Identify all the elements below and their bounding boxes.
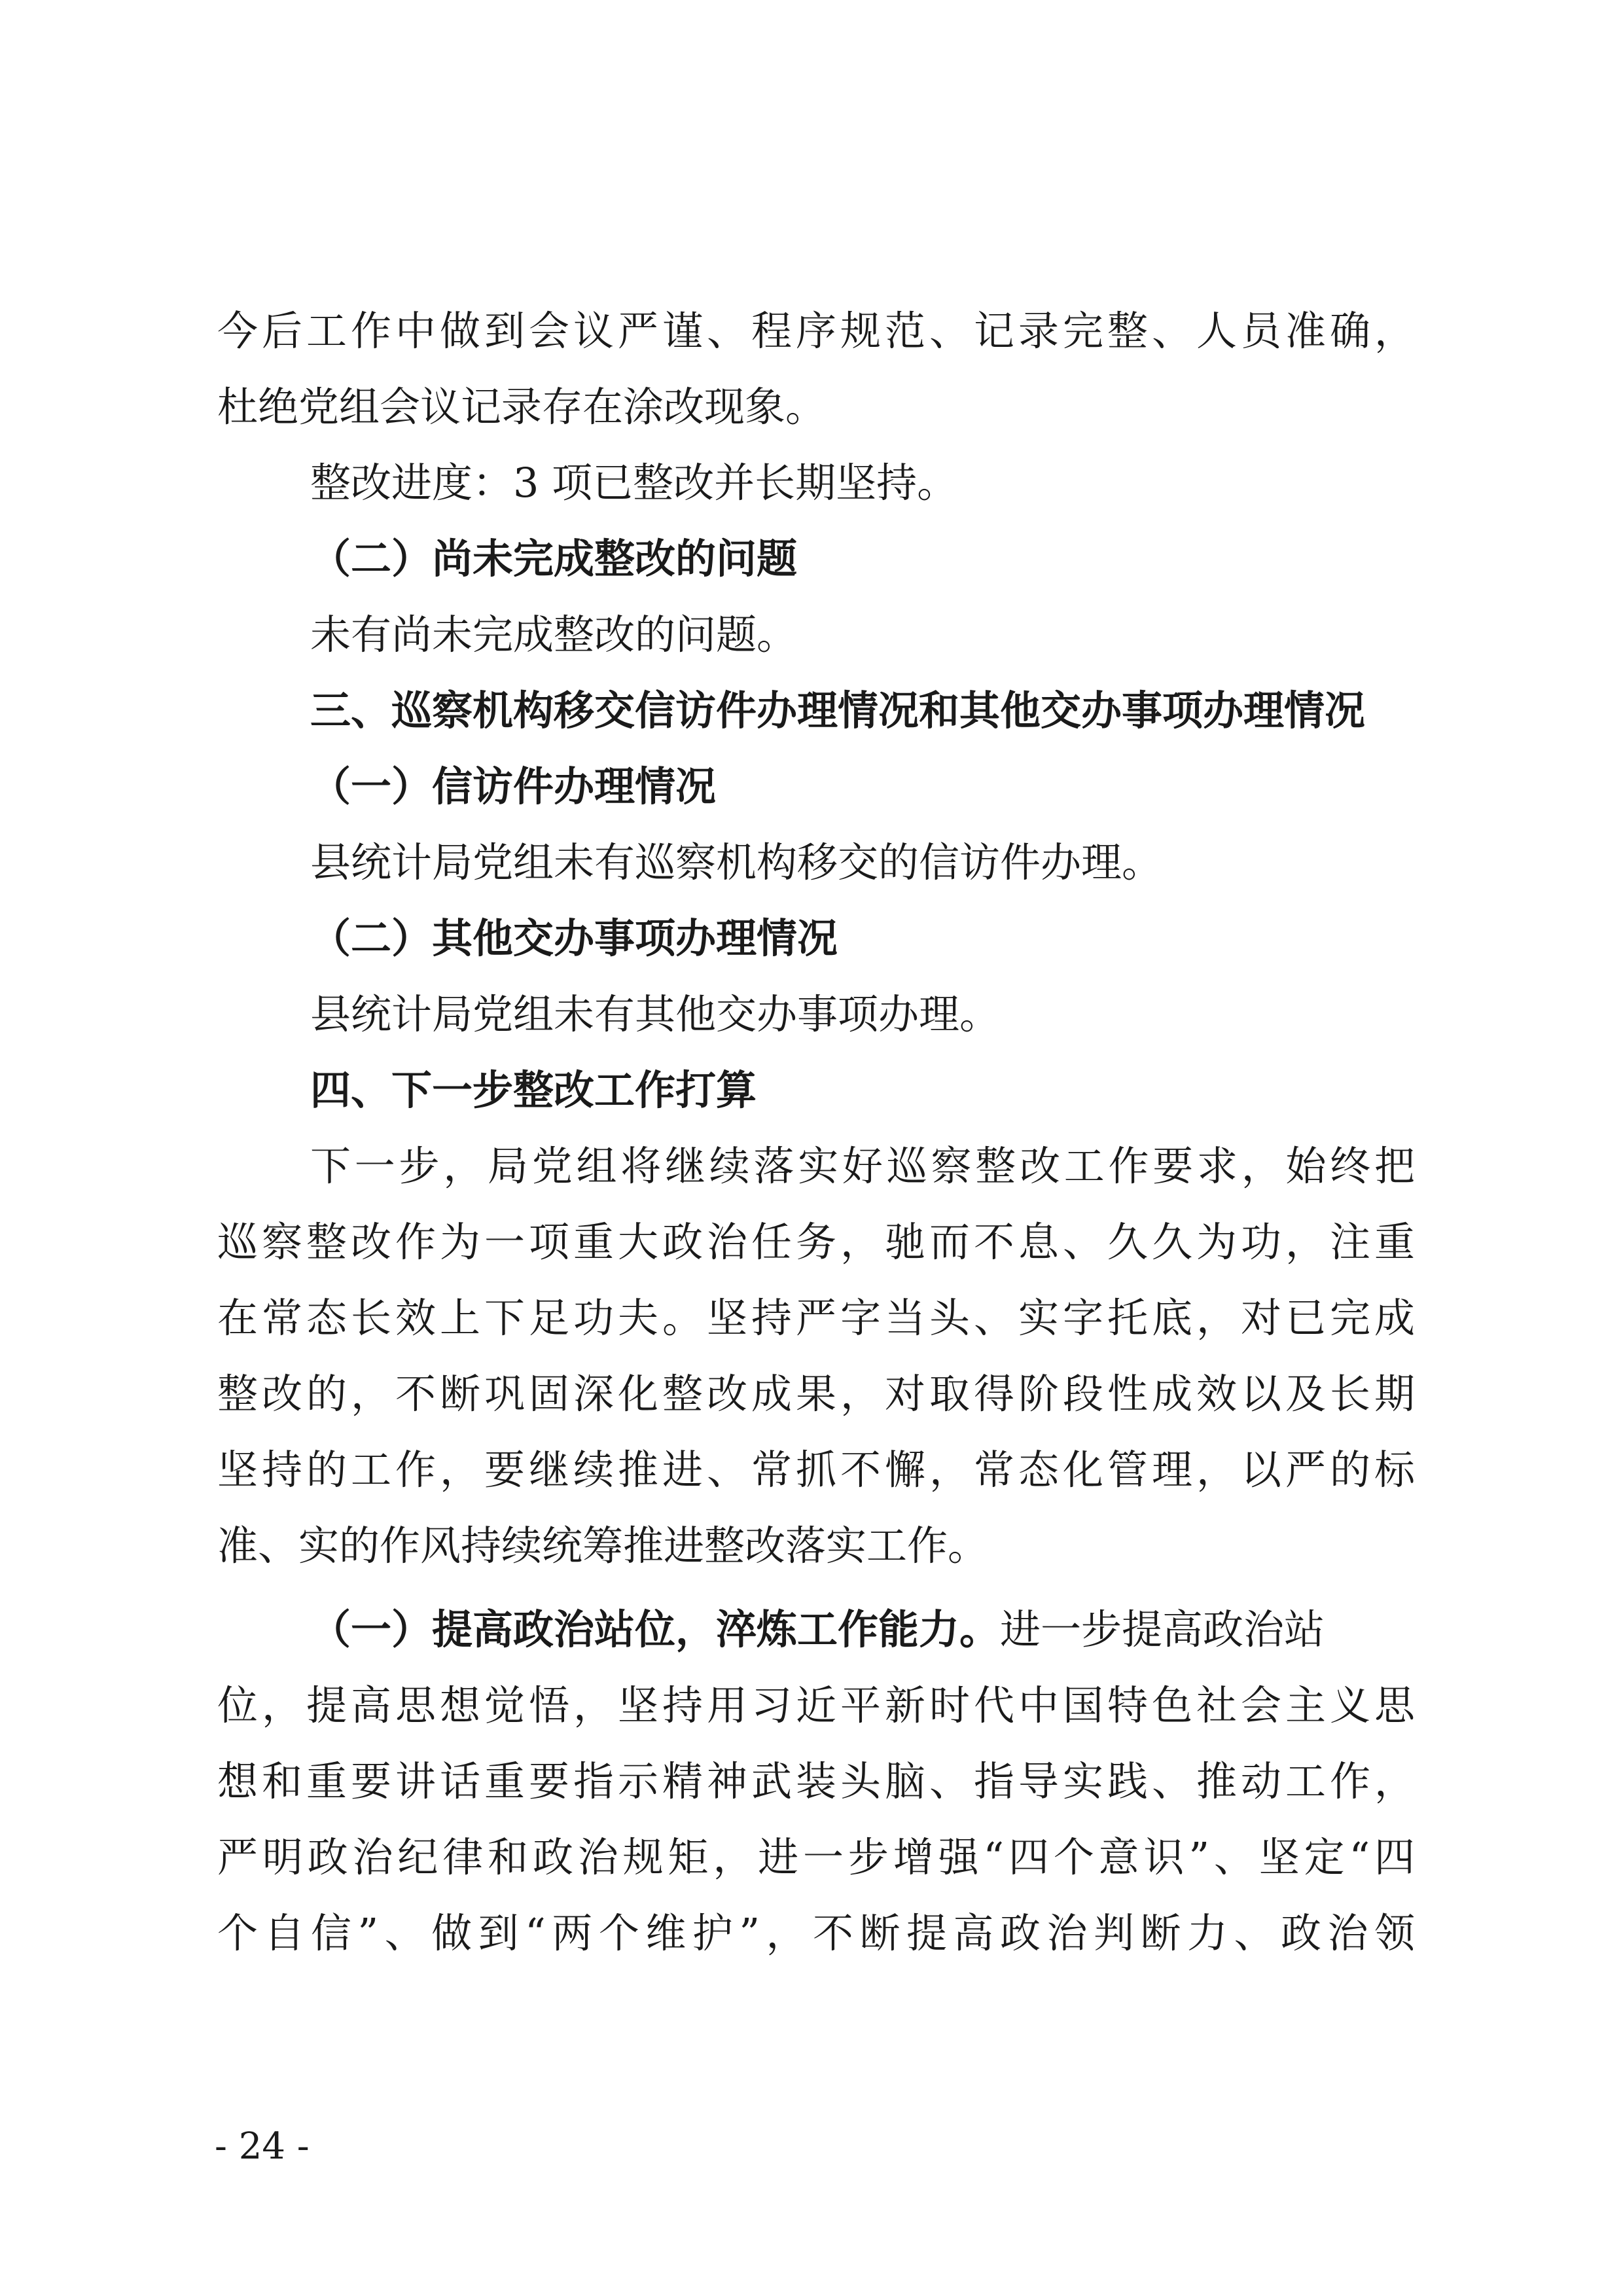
body-line: 县统计局党组未有其他交办事项办理。 <box>310 990 1001 1038</box>
body-line: 坚持的工作，要继续推进、常抓不懈，常态化管理，以严的标 <box>217 1446 1415 1494</box>
section-heading: 四、下一步整改工作打算 <box>310 1066 757 1114</box>
body-line: 准、实的作风持续统筹推进整改落实工作。 <box>217 1522 989 1570</box>
body-line: 整改的，不断巩固深化整改成果，对取得阶段性成效以及长期 <box>217 1370 1415 1418</box>
body-line: 今后工作中做到会议严谨、程序规范、记录完整、人员准确， <box>217 307 1415 355</box>
paragraph-gap <box>217 1584 1415 1592</box>
body-line: 未有尚未完成整改的问题。 <box>310 611 798 658</box>
progress-line: 整改进度：3 项已整改并长期坚持。 <box>310 459 958 507</box>
paragraph-first-line <box>217 1592 1415 1668</box>
body-line: 下一步，局党组将继续落实好巡察整改工作要求，始终把 <box>310 1142 1415 1190</box>
body-line: 杜绝党组会议记录存在涂改现象。 <box>217 383 827 431</box>
section-heading: 三、巡察机构移交信访件办理情况和其他交办事项办理情况 <box>310 687 1366 734</box>
body-line: 巡察整改作为一项重大政治任务，驰而不息、久久为功，注重 <box>217 1218 1415 1266</box>
subheading: （二）尚未完成整改的问题 <box>310 535 798 583</box>
body-line: 个自信”、做到“两个维护”，不断提高政治判断力、政治领 <box>217 1909 1415 1957</box>
subheading: （二）其他交办事项办理情况 <box>310 914 838 962</box>
body-line: 严明政治纪律和政治规矩，进一步增强“四个意识”、坚定“四 <box>217 1833 1415 1881</box>
body-line: 在常态长效上下足功夫。坚持严字当头、实字托底，对已完成 <box>217 1294 1415 1342</box>
body-line: 县统计局党组未有巡察机构移交的信访件办理。 <box>310 838 1163 886</box>
body-line: 位，提高思想觉悟，坚持用习近平新时代中国特色社会主义思 <box>217 1681 1415 1729</box>
body-line: 想和重要讲话重要指示精神武装头脑、指导实践、推动工作， <box>217 1757 1415 1805</box>
document-body <box>217 293 1415 1971</box>
inline-body-text: 进一步提高政治站 <box>1000 1605 1325 1653</box>
subheading: （一）信访件办理情况 <box>310 762 717 810</box>
page-number: - 24 - <box>215 2125 310 2168</box>
inline-bold-heading: （一）提高政治站位，淬炼工作能力。 <box>310 1605 1001 1653</box>
